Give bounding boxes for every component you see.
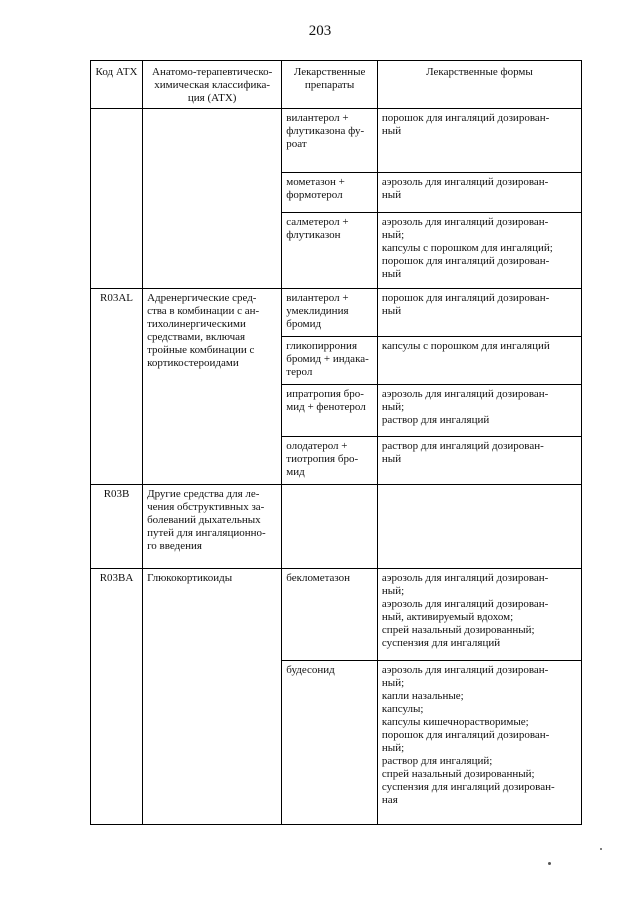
dosage-form-entry: аэрозоль для ингаляций дозирован- ный, активируемый вдохом;: [381, 598, 549, 623]
atc-classification-cell: Глюкокортикоиды: [143, 569, 282, 825]
dosage-forms-cell: [377, 173, 581, 213]
dosage-form-entry: суспензия для ингаляций: [381, 637, 501, 649]
drug-cell: салметерол + флутиказон: [282, 213, 378, 289]
scan-speck: [600, 848, 602, 850]
drug-cell: вилантерол + умеклидиния бромид: [282, 289, 378, 337]
drug-cell: вилантерол + флутиказона фу- роат: [282, 109, 378, 173]
drug-cell: олодатерол + тиотропия бро- мид: [282, 437, 378, 485]
dosage-form-entry: порошок для ингаляций дозирован- ный;: [381, 729, 550, 754]
atc-classification-cell: [143, 109, 282, 289]
table-body: [91, 109, 582, 825]
dosage-form-entry: спрей назальный дозированный;: [381, 768, 535, 780]
header-classification: Анатомо-терапевтическо- химическая классифика- ция (АТХ): [143, 61, 282, 109]
atc-table: [90, 60, 582, 825]
table-header-row: [91, 61, 582, 109]
dosage-form-entry: капсулы с порошком для ингаляций: [381, 340, 550, 352]
dosage-form-entry: раствор для ингаляций;: [381, 755, 493, 767]
drug-cell: ипратропия бро- мид + фенотерол: [282, 385, 378, 437]
drug-cell: мометазон + формотерол: [282, 173, 378, 213]
dosage-forms-cell: [377, 569, 581, 661]
dosage-form-entry: раствор для ингаляций дозирован- ный: [381, 440, 544, 465]
dosage-forms-cell: [377, 385, 581, 437]
dosage-forms-cell: [377, 661, 581, 825]
dosage-forms-cell: [377, 485, 581, 569]
dosage-form-entry: аэрозоль для ингаляций дозирован- ный;: [381, 216, 549, 241]
dosage-forms-cell: [377, 337, 581, 385]
header-code: Код АТХ: [91, 61, 143, 109]
dosage-form-entry: суспензия для ингаляций дозирован- ная: [381, 781, 555, 806]
dosage-form-entry: аэрозоль для ингаляций дозирован- ный;: [381, 388, 549, 413]
dosage-form-entry: капсулы кишечнорастворимые;: [381, 716, 529, 728]
table-row: [91, 109, 582, 173]
dosage-form-entry: капли назальные;: [381, 690, 464, 702]
atc-classification-cell: Адренергические сред- ства в комбинации с ан- тихолинергическими средствами, включая тройные комбинации с кортикостероидами: [143, 289, 282, 485]
drug-cell: гликопиррония бромид + индака- терол: [282, 337, 378, 385]
dosage-form-entry: капсулы с порошком для ингаляций;: [381, 242, 553, 254]
atc-code-cell: R03B: [91, 485, 143, 569]
scan-speck: [548, 862, 551, 865]
dosage-forms-cell: [377, 437, 581, 485]
table-row: [91, 485, 582, 569]
atc-code-cell: R03BA: [91, 569, 143, 825]
page-number: 203: [308, 23, 332, 39]
drug-cell: [282, 485, 378, 569]
table-row: [91, 289, 582, 337]
atc-code-cell: R03AL: [91, 289, 143, 485]
dosage-forms-cell: [377, 289, 581, 337]
atc-code-cell: [91, 109, 143, 289]
dosage-form-entry: капсулы;: [381, 703, 424, 715]
dosage-form-entry: аэрозоль для ингаляций дозирован- ный;: [381, 664, 549, 689]
dosage-forms-cell: [377, 109, 581, 173]
header-drugs: Лекарственные препараты: [282, 61, 378, 109]
header-forms: Лекарственные формы: [377, 61, 581, 109]
dosage-form-entry: порошок для ингаляций дозирован- ный: [381, 292, 550, 317]
dosage-form-entry: аэрозоль для ингаляций дозирован- ный;: [381, 572, 549, 597]
dosage-form-entry: спрей назальный дозированный;: [381, 624, 535, 636]
table-row: [91, 569, 582, 661]
drug-cell: будесонид: [282, 661, 378, 825]
dosage-form-entry: раствор для ингаляций: [381, 414, 490, 426]
drug-cell: беклометазон: [282, 569, 378, 661]
dosage-form-entry: порошок для ингаляций дозирован- ный: [381, 255, 550, 280]
dosage-form-entry: порошок для ингаляций дозирован- ный: [381, 112, 550, 137]
atc-classification-cell: Другие средства для ле- чения обструктивных за- болеваний дыхательных путей для ингаляционно- го введения: [143, 485, 282, 569]
dosage-form-entry: аэрозоль для ингаляций дозирован- ный: [381, 176, 549, 201]
dosage-forms-cell: [377, 213, 581, 289]
